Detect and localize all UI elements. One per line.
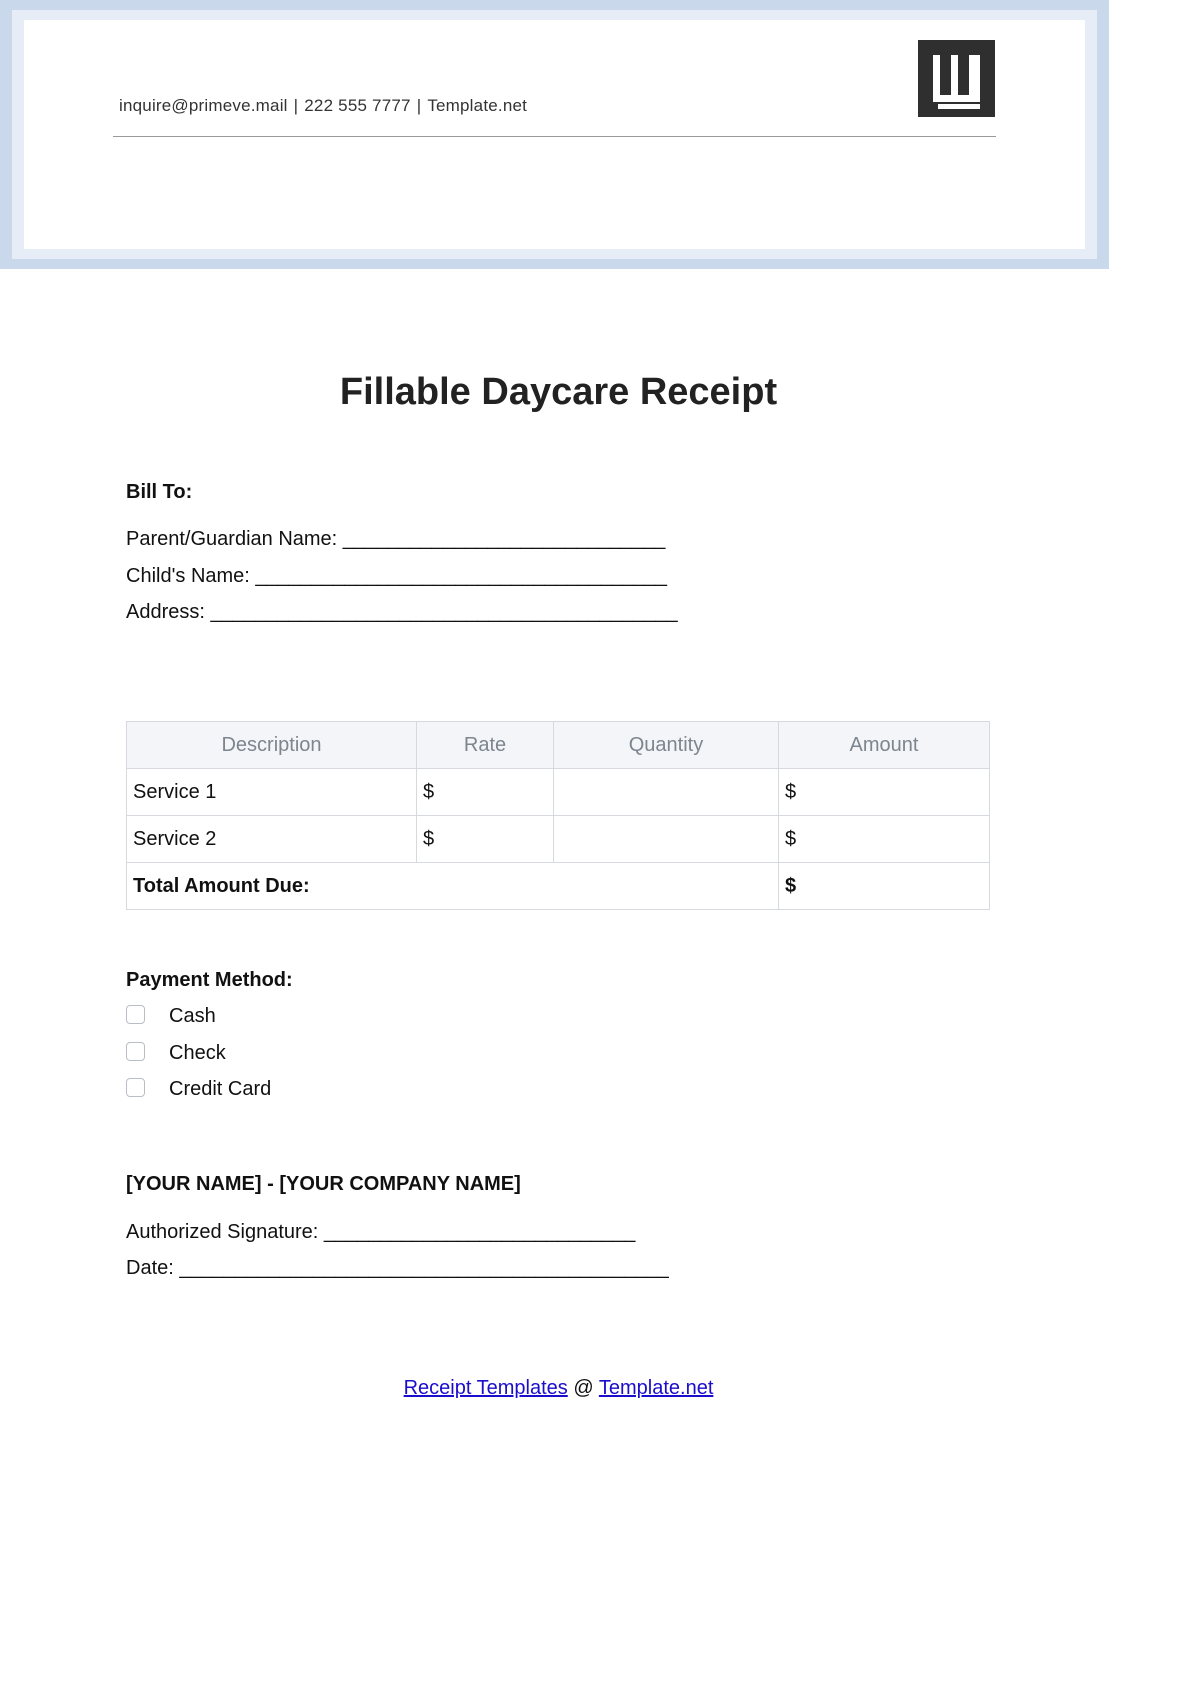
column-header-description: Description [127,722,417,769]
footer [0,1377,1117,1400]
address-field[interactable]: Address: __________________________________________ [126,601,678,623]
service-amount-cell[interactable]: $ [779,816,990,863]
payment-option-label: Check [169,1042,226,1064]
service-quantity-cell[interactable] [554,769,779,816]
services-table [126,721,990,910]
table-row [127,769,990,816]
total-label: Total Amount Due: [127,863,779,910]
table-header-row [127,722,990,769]
service-description-cell[interactable]: Service 2 [127,816,417,863]
authorized-signature-field[interactable]: Authorized Signature: ____________________________ [126,1221,636,1243]
contact-separator: | [293,96,299,115]
date-field[interactable]: Date: ____________________________________________ [126,1257,669,1279]
credit-card-checkbox[interactable] [126,1078,145,1097]
column-header-quantity: Quantity [554,722,779,769]
contact-email: inquire@primeve.mail [119,96,288,115]
service-rate-cell[interactable]: $ [417,816,554,863]
contact-info [119,96,527,116]
footer-at: @ [573,1377,594,1399]
service-rate-cell[interactable]: $ [417,769,554,816]
table-row [127,816,990,863]
total-amount-cell[interactable]: $ [779,863,990,910]
child-name-field[interactable]: Child's Name: _____________________________________ [126,565,667,587]
company-name-line: [YOUR NAME] - [YOUR COMPANY NAME] [126,1173,521,1195]
column-header-rate: Rate [417,722,554,769]
template-logo-icon [918,40,995,117]
payment-option-label: Credit Card [169,1078,272,1100]
receipt-templates-link[interactable]: Receipt Templates [403,1377,568,1399]
payment-method-label: Payment Method: [126,969,293,991]
cash-checkbox[interactable] [126,1005,145,1024]
contact-website: Template.net [427,96,528,115]
column-header-amount: Amount [779,722,990,769]
header-divider [113,136,996,137]
contact-separator: | [416,96,422,115]
parent-guardian-name-field[interactable]: Parent/Guardian Name: _____________________________ [126,528,666,550]
contact-phone: 222 555 7777 [304,96,411,115]
document-title: Fillable Daycare Receipt [339,371,778,413]
service-description-cell[interactable]: Service 1 [127,769,417,816]
template-net-link[interactable]: Template.net [598,1377,714,1399]
check-checkbox[interactable] [126,1042,145,1061]
payment-option-label: Cash [169,1005,216,1027]
service-quantity-cell[interactable] [554,816,779,863]
total-row [127,863,990,910]
service-amount-cell[interactable]: $ [779,769,990,816]
bill-to-label: Bill To: [126,481,193,503]
